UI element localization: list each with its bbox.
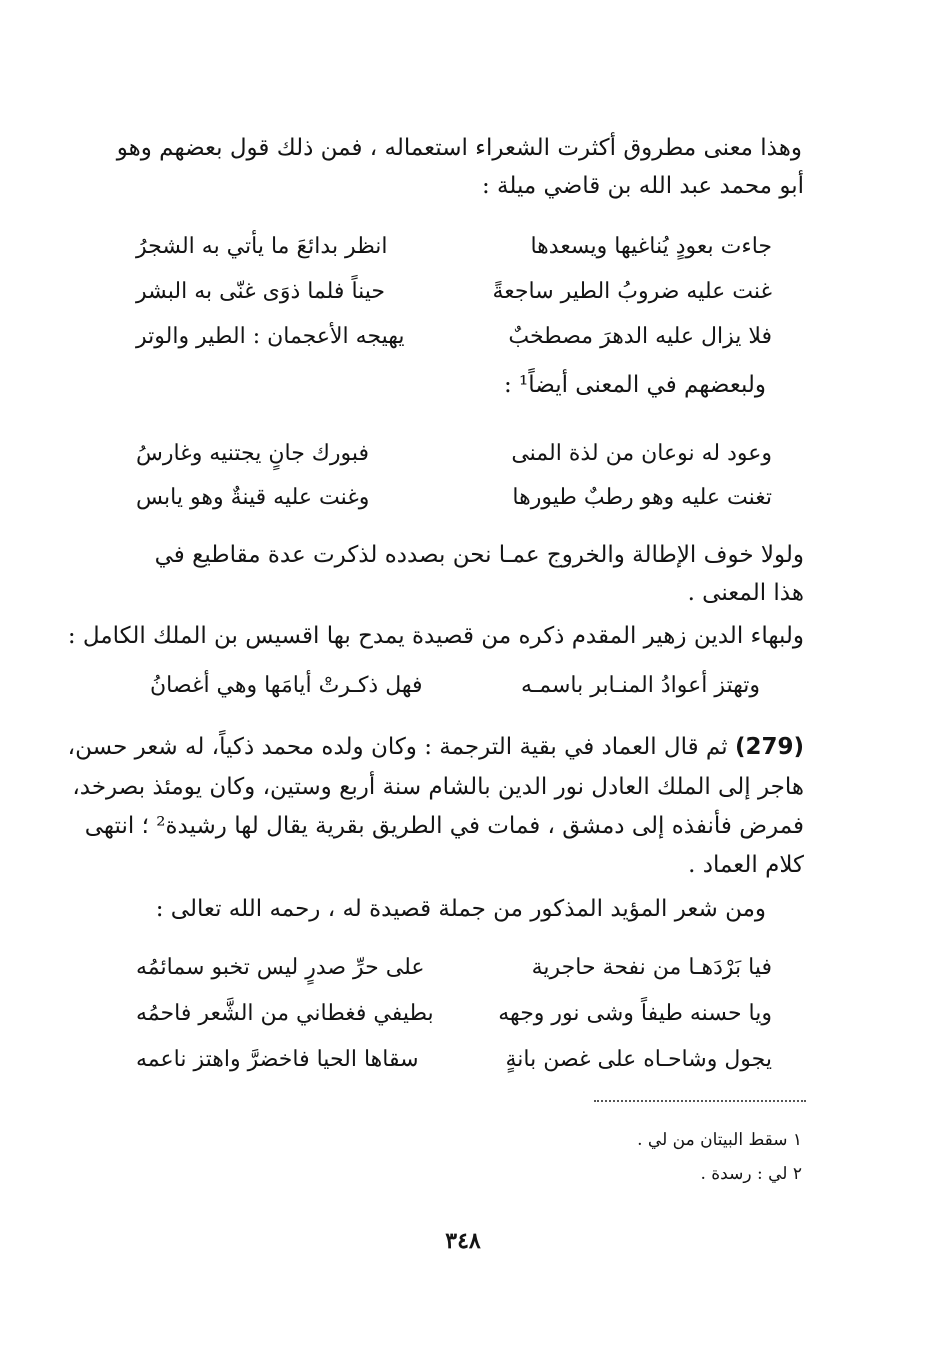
hemistich-first: غنت عليه ضروبُ الطير ساجعةً — [492, 278, 772, 304]
poem-1-verse-3 — [136, 315, 772, 357]
intro-line-2: ولبعضهم في المعنى أيضاً¹ : — [503, 372, 766, 398]
paragraph-5-line-3: فمرض فأنفذه إلى دمشق ، فمات في الطريق بقرية يقال لها رشيدة² ؛ انتهى — [84, 813, 804, 839]
hemistich-second: فبورك جانٍ يجتنيه وغارسُ — [136, 440, 370, 466]
hemistich-first: تغنت عليه وهو رطبٌ طيورها — [512, 484, 772, 510]
poem-2-verse-2 — [136, 476, 772, 518]
hemistich-first: فلا يزال عليه الدهرَ مصطخبٌ — [508, 323, 772, 349]
hemistich-first: جاءت بعودٍ يُناغيها ويسعدها — [530, 233, 772, 259]
hemistich-second: سقاها الحيا فاخضرَّ واهتز ناعمه — [136, 1046, 419, 1072]
poem-1-verse-2 — [136, 270, 772, 312]
hemistich-second: انظر بدائعَ ما يأتي به الشجرُ — [136, 233, 388, 259]
footnote-1: ١ سقط البيتان من لي . — [637, 1130, 802, 1150]
hemistich-first: وتهتز أعوادُ المنـابر باسمـه — [521, 672, 760, 698]
paragraph-5-line-2: هاجر إلى الملك العادل نور الدين بالشام سنة أربع وستين، وكان يومئذ بصرخد، — [72, 774, 804, 800]
hemistich-second: وغنت عليه قينةٌ وهو يابس — [136, 484, 370, 510]
paragraph-1-line-2: أبو محمد عبد الله بن قاضي ميلة : — [481, 173, 804, 199]
entry-text: ثم قال العماد في بقية الترجمة : وكان ولده محمد ذكياً، له شعر حسن، — [67, 734, 728, 760]
poem-2-verse-1 — [136, 432, 772, 474]
paragraph-3-line-1: ولولا خوف الإطالة والخروج عمـا نحن بصدده لذكرت عدة مقاطيع في — [154, 542, 804, 568]
hemistich-first: فيا بَرْدَهـا من نفحة حاجرية — [531, 954, 772, 980]
poem-4-verse-2 — [136, 992, 772, 1034]
paragraph-4: ولبهاء الدين زهير المقدم ذكره من قصيدة يمدح بها اقسيس بن الملك الكامل : — [67, 623, 804, 649]
hemistich-second: حيناً فلما ذوَى غنّى به البشر — [136, 278, 386, 304]
hemistich-second: فهل ذكـرتْ أيامَها وهي أغصانُ — [150, 672, 423, 698]
entry-number: (279) — [734, 734, 804, 760]
paragraph-5-line-4: كلام العماد . — [688, 852, 804, 878]
paragraph-5-line-1 — [68, 734, 804, 760]
hemistich-second: على حرِّ صدرٍ ليس تخبو سمائمُه — [136, 954, 425, 980]
page-number: ٣٤٨ — [445, 1228, 481, 1254]
paragraph-1-line-1: وهذا معنى مطروق أكثرت الشعراء استعماله ، فمن ذلك قول بعضهم وهو — [116, 135, 802, 161]
paragraph-3-line-2: هذا المعنى . — [687, 580, 804, 606]
poem-3-verse-1 — [150, 664, 760, 706]
poem-1-verse-1 — [136, 225, 772, 267]
hemistich-second: يهيجه الأعجمان : الطير والوتر — [136, 323, 405, 349]
hemistich-second: بطيفي فغطاني من الشَّعر فاحمُه — [136, 1000, 434, 1026]
paragraph-6: ومن شعر المؤيد المذكور من جملة قصيدة له ، رحمه الله تعالى : — [155, 896, 766, 922]
footnote-separator — [594, 1100, 806, 1102]
poem-4-verse-1 — [136, 946, 772, 988]
hemistich-first: يجول وشاحـاه على غصن بانةٍ — [505, 1046, 772, 1072]
hemistich-first: وعود له نوعان من لذة المنى — [511, 440, 772, 466]
hemistich-first: ويا حسنه طيفاً وشى نور وجهه — [498, 1000, 772, 1026]
poem-4-verse-3 — [136, 1038, 772, 1080]
footnote-2: ٢ لي : رسدة . — [700, 1164, 802, 1184]
